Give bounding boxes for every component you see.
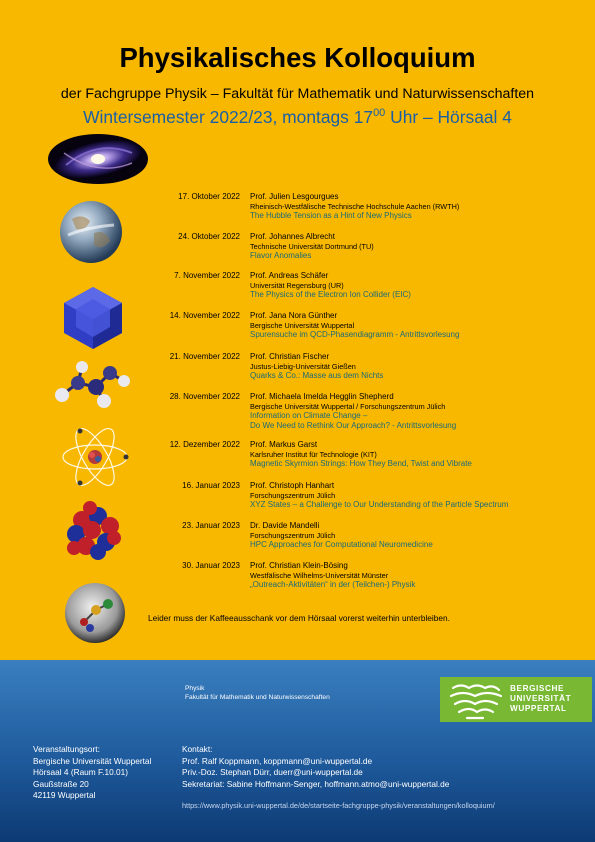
coffee-notice: Leider muss der Kaffeeausschank vor dem Hörsaal vorerst weiterhin unterbleiben. [148, 613, 450, 623]
contact-block [182, 744, 449, 790]
galaxy-icon [46, 131, 150, 187]
poster-title: Physikalisches Kolloquium [119, 42, 476, 73]
event-talk-title: The Physics of the Electron Ion Collider (EIC) [250, 290, 411, 300]
contact-line: Prof. Ralf Koppmann, koppmann@uni-wuppertal.de [182, 755, 373, 766]
semester-time-sup: 00 [373, 107, 386, 120]
venue-line: Gaußstraße 20 [33, 778, 89, 789]
atom-icon [60, 425, 130, 489]
event-speaker: Prof. Markus Garst [250, 440, 318, 449]
nucleus-icon [60, 498, 126, 564]
event-date: 17. Oktober 2022 [178, 192, 240, 201]
event-talk-title: HPC Approaches for Computational Neuromedicine [250, 540, 433, 550]
event-institution: Bergische Universität Wuppertal / Forschungszentrum Jülich [250, 401, 446, 411]
event-institution: Forschungszentrum Jülich [250, 530, 336, 540]
event-institution: Forschungszentrum Jülich [250, 490, 336, 500]
event-institution: Technische Universität Dortmund (TU) [250, 241, 374, 251]
colloquium-url[interactable]: https://www.physik.uni-wuppertal.de/de/startseite-fachgruppe-physik/veranstaltungen/kolloquium/ [182, 801, 495, 810]
event-talk-title: Quarks & Co.: Masse aus dem Nichts [250, 371, 384, 381]
lion-emblem-icon [447, 680, 505, 720]
event-institution: Justus-Liebig-Universität Gießen [250, 361, 356, 371]
event-date: 7. November 2022 [174, 271, 240, 280]
event-date: 24. Oktober 2022 [178, 232, 240, 241]
event-date: 16. Januar 2023 [182, 481, 240, 490]
event-talk-title: Information on Climate Change – [250, 411, 368, 421]
event-speaker: Prof. Julien Lesgourgues [250, 192, 339, 201]
event-speaker: Prof. Christoph Hanhart [250, 481, 335, 490]
venue-line: Bergische Universität Wuppertal [33, 755, 152, 766]
event-speaker: Prof. Christian Fischer [250, 352, 330, 361]
venue-line: 42119 Wuppertal [33, 790, 96, 801]
event-speaker: Prof. Jana Nora Günther [250, 311, 338, 320]
poster-subtitle: der Fachgruppe Physik – Fakultät für Mathematik und Naturwissenschaften [60, 86, 535, 102]
event-institution: Karlsruher Institut für Technologie (KIT) [250, 449, 377, 459]
contact-line: Sekretariat: Sabine Hoffmann-Senger, hoffmann.atmo@uni-wuppertal.de [182, 778, 450, 789]
semester-line [0, 107, 595, 128]
venue-heading: Veranstaltungsort: [33, 744, 100, 754]
semester-suffix: Uhr – Hörsaal 4 [385, 107, 512, 127]
molecule-icon [52, 355, 132, 413]
event-date: 14. November 2022 [169, 311, 240, 320]
venue-line: Hörsaal 4 (Raum F.10.01) [33, 767, 128, 778]
event-institution: Bergische Universität Wuppertal [250, 320, 355, 330]
logo-line-2: UNIVERSITÄT [510, 694, 572, 704]
faculty-name: Fakultät für Mathematik und Naturwissenschaften [185, 693, 330, 701]
event-institution: Universität Regensburg (UR) [250, 280, 344, 290]
department-name: Physik [185, 685, 205, 692]
event-date: 23. Januar 2023 [182, 521, 240, 530]
contact-line: Priv.-Doz. Stephan Dürr, duerr@uni-wuppertal.de [182, 767, 363, 778]
event-talk-title: XYZ States – a Challenge to Our Understanding of the Particle Spectrum [250, 500, 509, 510]
event-talk-title: The Hubble Tension as a Hint of New Physics [250, 211, 412, 221]
logo-line-1: BERGISCHE [510, 684, 565, 693]
event-speaker: Prof. Johannes Albrecht [250, 232, 335, 241]
crystal-icon [60, 285, 126, 351]
event-speaker: Dr. Davide Mandelli [250, 521, 320, 530]
event-talk-title: „Outreach-Aktivitäten“ in der (Teilchen-) Physik [250, 580, 416, 590]
event-date: 12. Dezember 2022 [169, 440, 240, 449]
event-talk-title: Flavor Anomalies [250, 251, 312, 261]
event-speaker: Prof. Michaela Imelda Hegglin Shepherd [250, 392, 394, 401]
semester-prefix: Wintersemester 2022/23, montags 17 [83, 107, 374, 127]
event-talk-title-cont: Do We Need to Rethink Our Approach? - Antrittsvorlesung [250, 420, 457, 430]
event-talk-title: Magnetic Skyrmion Strings: How They Bend, Twist and Vibrate [250, 459, 472, 469]
event-date: 30. Januar 2023 [182, 561, 240, 570]
earth-icon [58, 199, 124, 265]
event-date: 28. November 2022 [169, 392, 240, 401]
event-institution: Westfälische Wilhelms-Universität Münster [250, 570, 389, 580]
logo-line-3: WUPPERTAL [510, 704, 567, 714]
contact-heading: Kontakt: [182, 744, 213, 754]
department-block [185, 685, 330, 702]
event-date: 21. November 2022 [169, 352, 240, 361]
logo-wordmark [510, 684, 571, 715]
event-talk-title: Spurensuche im QCD-Phasendiagramm - Antrittsvorlesung [250, 330, 460, 340]
event-institution: Rheinisch-Westfälische Technische Hochschule Aachen (RWTH) [250, 201, 460, 211]
event-speaker: Prof. Andreas Schäfer [250, 271, 329, 280]
event-speaker: Prof. Christian Klein-Bösing [250, 561, 348, 570]
venue-block [33, 744, 151, 802]
bubble-chamber-icon [64, 582, 126, 644]
